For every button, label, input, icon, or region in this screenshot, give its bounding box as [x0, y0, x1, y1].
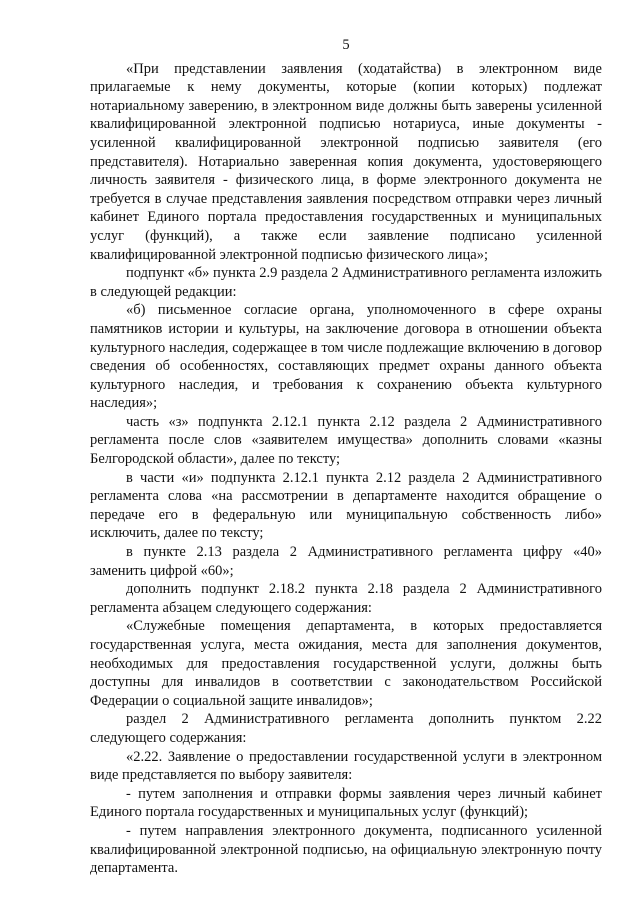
- paragraph-4: часть «з» подпункта 2.12.1 пункта 2.12 раздела 2 Административного регламента после слов «заявителем имущества» дополнить словами «казны Белгородской области», далее по тексту;: [90, 413, 602, 468]
- paragraph-2: подпункт «б» пункта 2.9 раздела 2 Административного регламента изложить в следующей редакции:: [90, 265, 602, 300]
- paragraph-9: раздел 2 Административного регламента дополнить пунктом 2.22 следующего содержания:: [90, 711, 602, 746]
- paragraph-5: в части «и» подпункта 2.12.1 пункта 2.12 раздела 2 Административного регламента слова «на рассмотрении в департаменте находится обращение о передаче его в федеральную или муниципальную собственность либо» исключить, далее по тексту;: [90, 469, 602, 542]
- page-number: 5: [342, 37, 350, 53]
- paragraph-7: дополнить подпункт 2.18.2 пункта 2.18 раздела 2 Административного регламента абзацем следующего содержания:: [90, 581, 602, 616]
- paragraph-1: «При представлении заявления (ходатайства) в электронном виде прилагаемые к нему документы, которые (копии которых) подлежат нотариальному заверению, в электронном виде должны быть заверены усиленной квалифицированной электронной подписью нотариуса, иные документы - усиленной квалифицированной электронной подписью заявителя (его представителя). Нотариально заверенная копия документа, удостоверяющего личность заявителя - физического лица, в форме электронного документа не требуется в случае представления заявления посредством отправки через личный кабинет Единого портала предоставления государственных и муниципальных услуг (функций), а также если заявление подписано усиленной квалифицированной электронной подписью физического лица»;: [90, 60, 602, 263]
- paragraph-10: «2.22. Заявление о предоставлении государственной услуги в электронном виде представляется по выбору заявителя:: [90, 748, 602, 784]
- paragraph-11: - путем заполнения и отправки формы заявления через личный кабинет Единого портала государственных и муниципальных услуг (функций);: [90, 785, 602, 821]
- paragraph-8: «Служебные помещения департамента, в которых предоставляется государственная услуга, места ожидания, места для заполнения документов, необходимых для предоставления государственной услуги, должны быть доступны для инвалидов в соответствии с законодательством Российской Федерации о социальной защите инвалидов»;: [90, 618, 602, 709]
- paragraph-3: «б) письменное согласие органа, уполномоченного в сфере охраны памятников истории и культуры, на заключение договора в отношении объекта культурного наследия, содержащее в том числе подлежащие включению в договор сведения об особенностях, составляющих предмет охраны данного объекта культурного наследия, и требования к сохранению объекта культурного наследия»;: [90, 302, 602, 412]
- paragraph-6: в пункте 2.13 раздела 2 Административного регламента цифру «40» заменить цифрой «60»;: [90, 544, 602, 579]
- paragraph-12: - путем направления электронного документа, подписанного усиленной квалифицированной электронной подписью, на официальную электронную почту департамента.: [90, 822, 602, 877]
